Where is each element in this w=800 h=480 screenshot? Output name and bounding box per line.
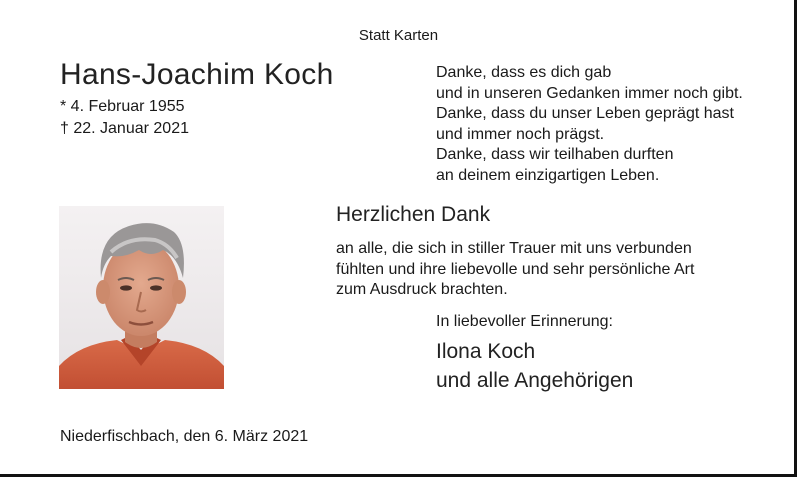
family-line: und alle Angehörigen [436, 369, 634, 392]
death-date: † 22. Januar 2021 [60, 120, 189, 137]
signer-name: Ilona Koch [436, 340, 536, 363]
place-date: Niederfischbach, den 6. März 2021 [60, 428, 309, 445]
poem-line: Danke, dass du unser Leben geprägt hast [436, 105, 734, 122]
header-text: Statt Karten [358, 27, 439, 44]
poem-line: und in unseren Gedanken immer noch gibt. [436, 84, 743, 102]
poem [436, 63, 743, 186]
memory-intro: In liebevoller Erinnerung: [436, 313, 613, 330]
deceased-name: Hans-Joachim Koch [60, 58, 334, 91]
thanks-line: zum Ausdruck brachten. [336, 281, 508, 298]
poem-line: an deinem einzigartigen Leben. [436, 166, 660, 184]
thanks-line: an alle, die sich in stiller Trauer mit uns verbunden [336, 240, 692, 257]
birth-date: * 4. Februar 1955 [60, 98, 185, 115]
thanks-text [336, 239, 694, 301]
thanks-line: fühlten und ihre liebevolle und sehr persönliche Art [336, 260, 695, 278]
portrait-photo [59, 206, 224, 389]
poem-line: Danke, dass wir teilhaben durften [436, 146, 674, 163]
poem-line: und immer noch prägst. [436, 125, 605, 143]
thanks-title: Herzlichen Dank [336, 203, 491, 226]
poem-line: Danke, dass es dich gab [436, 64, 612, 81]
